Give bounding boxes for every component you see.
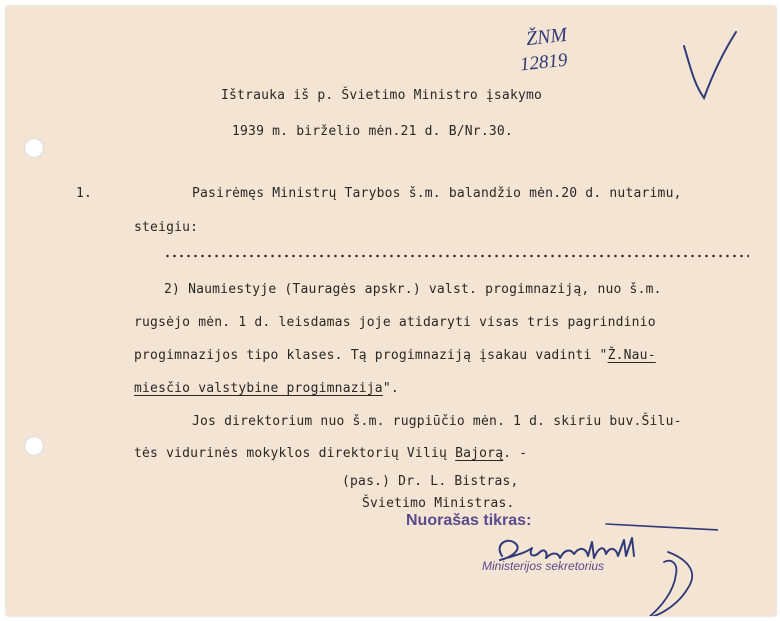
paragraph-1-line-2: steigiu: (134, 220, 199, 235)
document-page (6, 6, 776, 616)
school-name-end: miesčio valstybine progimnazija (134, 381, 383, 396)
paragraph-2-line-3 (134, 348, 656, 363)
handwritten-code: ŽNM (524, 23, 569, 51)
director-surname: Bajorą (455, 446, 504, 461)
paragraph-2-line-4-end: ". (382, 381, 399, 396)
paragraph-3-line-2 (134, 446, 527, 461)
dotted-separator (164, 254, 749, 258)
paragraph-1-line-1: Pasirėmęs Ministrų Tarybos š.m. balandžio mėn.20 d. nutarimu, (192, 186, 682, 201)
paragraph-3-line-2-end: . - (503, 446, 528, 461)
punch-hole-top (24, 138, 44, 158)
paragraph-2-line-2: rugsėjo mėn. 1 d. leisdamas joje atidaryti visas tris pagrindinio (134, 315, 656, 330)
paragraph-3-line-1: Jos direktorium nuo š.m. rugpiūčio mėn. 1 d. skiriu buv.Šilu- (192, 414, 682, 429)
stamp-title: Nuorašas tikras: (406, 512, 532, 529)
signer-name: (pas.) Dr. L. Bistras, (342, 474, 519, 489)
handwritten-number: 12819 (518, 49, 569, 76)
paragraph-3-line-2-text: tės vidurinės mokyklos direktorių Vilių (134, 446, 456, 461)
stamp-role: Ministerijos sekretorius (482, 559, 605, 573)
paragraph-2-line-4 (134, 381, 399, 396)
punch-hole-bottom (24, 436, 44, 456)
heading-line-2: 1939 m. birželio mėn.21 d. B/Nr.30. (232, 124, 513, 139)
check-mark-icon (680, 26, 740, 106)
signature-icon (488, 518, 718, 616)
heading-line-1: Ištrauka iš p. Švietimo Ministro įsakymo (221, 88, 543, 103)
item-number: 1. (76, 186, 93, 201)
paragraph-2-line-3-text: progimnazijos tipo klases. Tą progimnaziją įsakau vadinti " (134, 348, 608, 363)
paragraph-2-line-1: 2) Naumiestyje (Tauragės apskr.) valst. progimnaziją, nuo š.m. (164, 282, 662, 297)
signer-title: Švietimo Ministras. (362, 496, 515, 511)
school-name-start: Ž.Nau- (607, 348, 656, 363)
